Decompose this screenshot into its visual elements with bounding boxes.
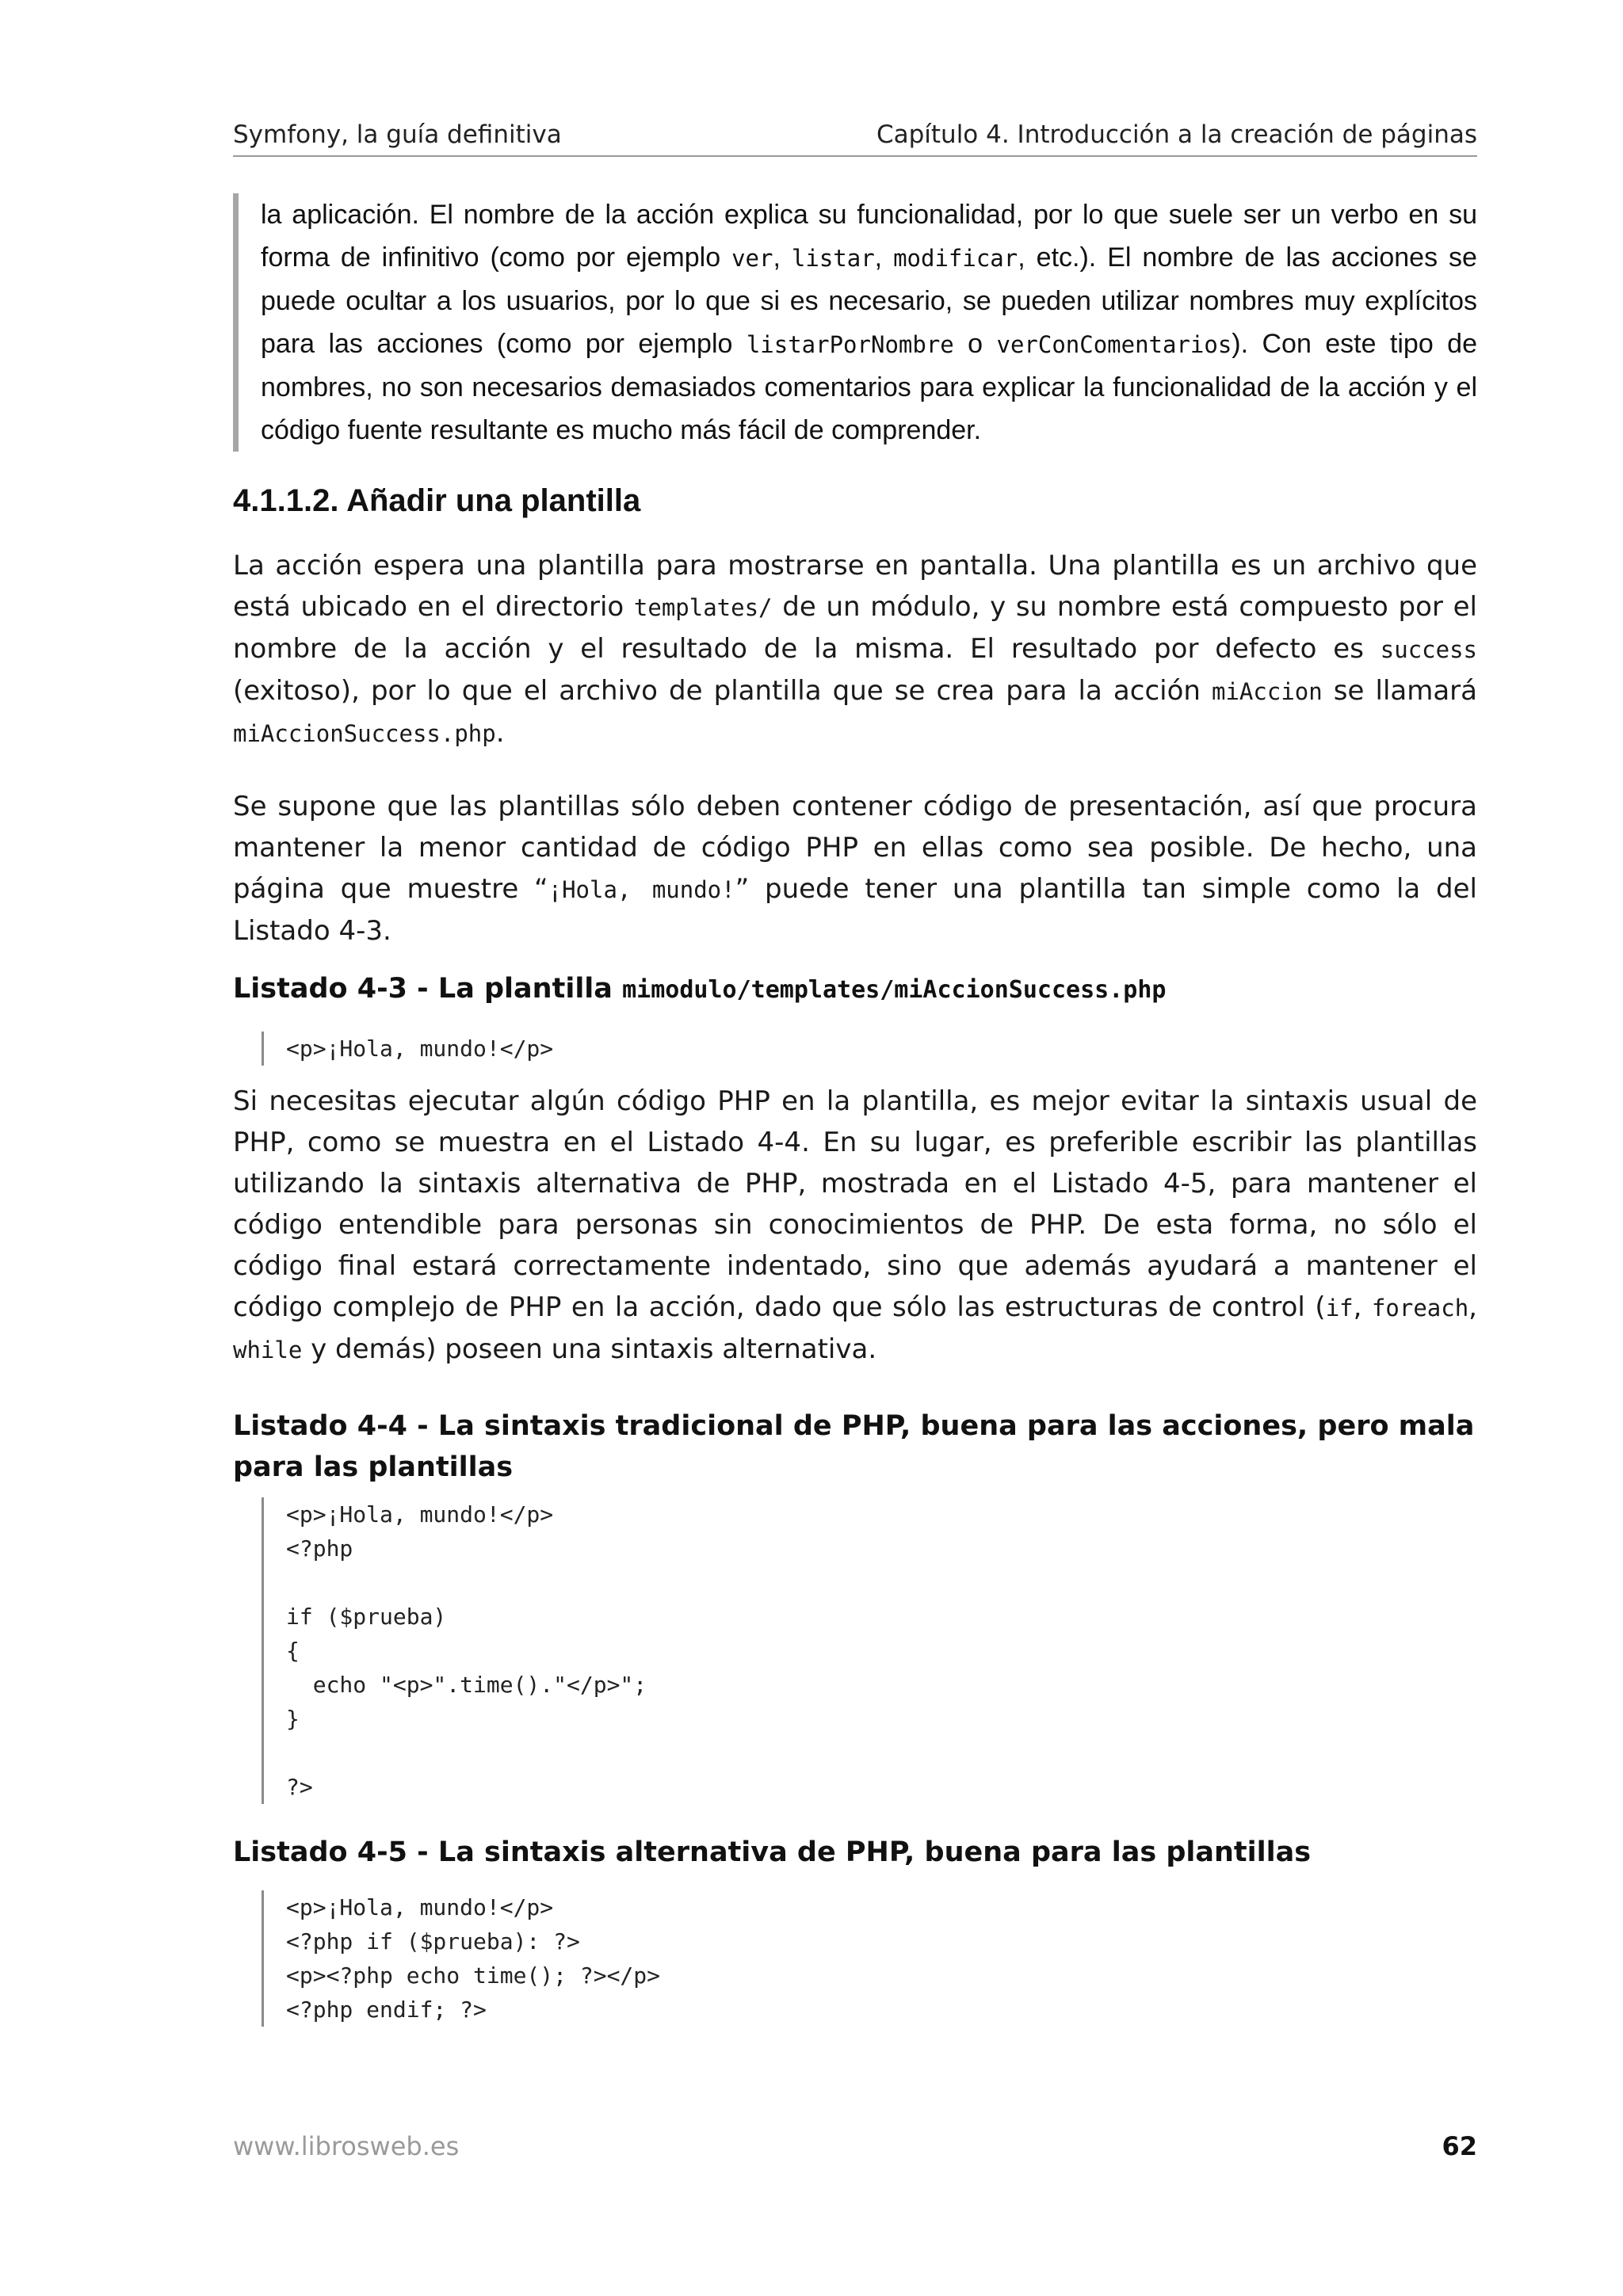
note-text: , etc.). El nombre de las acciones se puede ocultar a los usuarios, por lo que si es necesario, se pueden utilizar nombres muy explícitos para las acciones (como por ejemplo	[261, 242, 1477, 359]
book-title: Symfony, la guía definitiva	[233, 120, 562, 149]
listing-4-5-caption: Listado 4-5 - La sintaxis alternativa de PHP, buena para las plantillas	[233, 1836, 1312, 1868]
inline-code: miAccionSuccess.php	[233, 720, 496, 747]
paragraph-text: La acción espera una plantilla para mostrarse en pantalla. Una plantilla es un archivo que está ubicado en el directorio	[233, 550, 1477, 623]
note-code: modificar	[893, 245, 1018, 272]
note-text: ,	[874, 242, 894, 273]
note-code: ver	[731, 245, 773, 272]
paragraph-text: .	[495, 717, 505, 749]
note-text: la aplicación. El nombre de la acción explica su funcionalidad, por lo que suele ser un verbo en su forma de infinitivo (como por ejemplo	[261, 200, 1477, 273]
chapter-title: Capítulo 4. Introducción a la creación de páginas	[876, 120, 1477, 149]
inline-code: if	[1325, 1295, 1354, 1322]
paragraph-text: se llamará	[1322, 675, 1477, 707]
note-code: verConComentarios	[996, 331, 1232, 358]
paragraph-text: de un módulo, y su nombre está compuesto por el nombre de la acción y el resultado de la misma. El resultado por defecto es	[233, 591, 1477, 665]
listing-4-5-code: <p>¡Hola, mundo!</p> <?php if ($prueba): ?> <p><?php echo time(); ?></p> <?php endif; ?>	[262, 1890, 660, 2027]
page-header	[233, 117, 1477, 157]
paragraph-text: ,	[1353, 1291, 1372, 1323]
listing-4-4-caption: Listado 4-4 - La sintaxis tradicional de PHP, buena para las acciones, pero mala para las plantillas	[233, 1410, 1475, 1483]
paragraph-text: Si necesitas ejecutar algún código PHP en la plantilla, es mejor evitar la sintaxis usual de PHP, como se muestra en el Listado 4-4. En su lugar, es preferible escribir las plantillas utilizando la sintaxis alternativa de PHP, mostrada en el Listado 4-5, para mantener el código entendible para personas sin conocimientos de PHP. De esta forma, no sólo el código final estará correctamente indentado, sino que además ayudará a mantener el código complejo de PHP en la acción, dado que sólo las estructuras de control (	[233, 1085, 1477, 1323]
inline-code: foreach	[1371, 1295, 1469, 1322]
paragraph-text: ,	[1468, 1291, 1477, 1323]
note-code: listar	[791, 245, 875, 272]
listing-4-4-code: <p>¡Hola, mundo!</p> <?php if ($prueba) { echo "<p>".time()."</p>"; } ?>	[262, 1497, 647, 1804]
note-code: listarPorNombre	[746, 331, 954, 358]
inline-code: ¡Hola, mundo!	[548, 876, 735, 903]
paragraph-text: (exitoso), por lo que el archivo de plantilla que se crea para la acción	[233, 675, 1212, 707]
inline-code: while	[233, 1337, 303, 1363]
paragraph-templates	[233, 545, 1477, 754]
paragraph-text: Se supone que las plantillas sólo deben contener código de presentación, así que procura mantener la menor cantidad de código PHP en ellas como sea posible. De hecho, una página que muestre “	[233, 791, 1477, 905]
section-heading: 4.1.1.2. Añadir una plantilla	[233, 483, 641, 518]
note-text: ). Con este tipo de nombres, no son necesarios demasiados comentarios para explicar la funcionalidad de la acción y el código fuente resultante es mucho más fácil de comprender.	[261, 329, 1477, 445]
caption-text: Listado 4-3 - La plantilla	[233, 973, 623, 1005]
page-number: 62	[1442, 2131, 1477, 2161]
note-block	[233, 193, 1477, 452]
caption-code: mimodulo/templates/miAccionSuccess.php	[622, 976, 1167, 1004]
inline-code: success	[1380, 636, 1477, 663]
note-text: ,	[773, 242, 792, 273]
listing-4-3-code: <p>¡Hola, mundo!</p>	[262, 1032, 553, 1066]
inline-code: miAccion	[1212, 678, 1323, 705]
note-text: o	[953, 329, 997, 359]
paragraph-text: ” puede tener una plantilla tan simple como la del Listado 4-3.	[233, 873, 1477, 947]
paragraph-presentation	[233, 786, 1477, 952]
inline-code: templates/	[633, 594, 773, 621]
footer-site: www.librosweb.es	[233, 2131, 460, 2161]
paragraph-text: y demás) poseen una sintaxis alternativa.	[302, 1333, 877, 1365]
paragraph-alternative-syntax	[233, 1081, 1477, 1371]
listing-4-3-caption	[233, 968, 1477, 1011]
